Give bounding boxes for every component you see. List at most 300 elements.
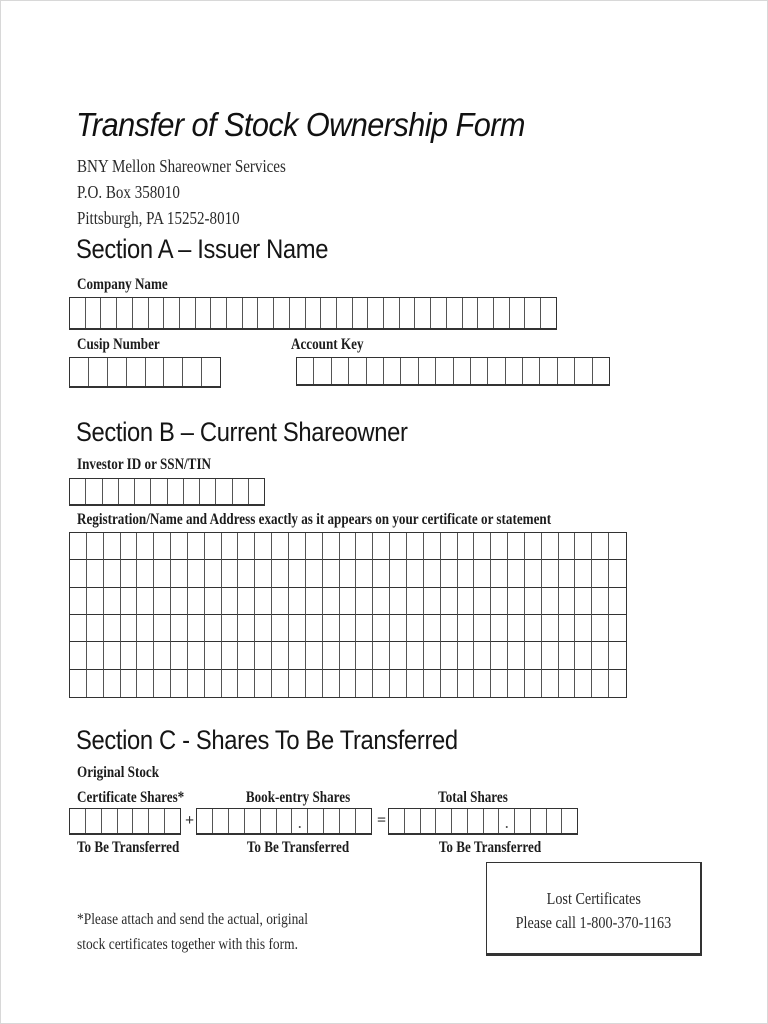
grid-char-box[interactable] [222, 588, 239, 615]
grid-char-box[interactable] [70, 642, 87, 669]
grid-char-box[interactable] [289, 615, 306, 642]
char-box[interactable] [245, 809, 261, 833]
grid-char-box[interactable] [306, 533, 323, 560]
char-box[interactable] [340, 809, 356, 833]
grid-char-box[interactable] [542, 533, 559, 560]
char-box[interactable] [118, 809, 134, 833]
char-box[interactable] [562, 809, 577, 833]
grid-char-box[interactable] [154, 642, 171, 669]
char-box[interactable] [436, 809, 452, 833]
grid-char-box[interactable] [424, 615, 441, 642]
char-box[interactable] [164, 298, 180, 328]
grid-char-box[interactable] [491, 642, 508, 669]
grid-char-box[interactable] [356, 533, 373, 560]
total-shares-field[interactable] [388, 808, 578, 835]
grid-char-box[interactable] [272, 588, 289, 615]
grid-char-box[interactable] [373, 533, 390, 560]
char-box[interactable] [164, 358, 183, 386]
char-box[interactable] [261, 809, 277, 833]
char-box[interactable] [531, 809, 547, 833]
char-box[interactable] [332, 358, 349, 384]
grid-char-box[interactable] [575, 588, 592, 615]
grid-char-box[interactable] [272, 615, 289, 642]
char-box[interactable] [431, 298, 447, 328]
grid-char-box[interactable] [188, 533, 205, 560]
grid-char-box[interactable] [474, 670, 491, 697]
char-box[interactable] [101, 298, 117, 328]
grid-char-box[interactable] [592, 560, 609, 587]
grid-char-box[interactable] [238, 670, 255, 697]
grid-char-box[interactable] [390, 642, 407, 669]
grid-char-box[interactable] [424, 588, 441, 615]
grid-char-box[interactable] [458, 642, 475, 669]
grid-char-box[interactable] [508, 615, 525, 642]
grid-char-box[interactable] [104, 615, 121, 642]
char-box[interactable] [575, 358, 592, 384]
char-box[interactable] [290, 298, 306, 328]
char-box[interactable] [419, 358, 436, 384]
char-box[interactable] [249, 479, 264, 504]
grid-char-box[interactable] [542, 560, 559, 587]
char-box[interactable] [196, 298, 212, 328]
investor-id-field[interactable] [69, 478, 265, 506]
grid-char-box[interactable] [542, 670, 559, 697]
grid-char-box[interactable] [121, 615, 138, 642]
grid-char-box[interactable] [390, 615, 407, 642]
grid-char-box[interactable] [575, 670, 592, 697]
char-box[interactable] [86, 809, 102, 833]
char-box[interactable] [349, 358, 366, 384]
grid-char-box[interactable] [458, 588, 475, 615]
grid-char-box[interactable] [188, 588, 205, 615]
grid-char-box[interactable] [559, 615, 576, 642]
char-box[interactable] [149, 298, 165, 328]
char-box[interactable] [211, 298, 227, 328]
grid-char-box[interactable] [306, 670, 323, 697]
char-box[interactable] [117, 298, 133, 328]
grid-char-box[interactable] [171, 588, 188, 615]
grid-char-box[interactable] [474, 642, 491, 669]
grid-char-box[interactable] [542, 588, 559, 615]
grid-char-box[interactable] [222, 615, 239, 642]
grid-char-box[interactable] [306, 560, 323, 587]
grid-char-box[interactable] [373, 615, 390, 642]
char-box[interactable] [200, 479, 216, 504]
grid-char-box[interactable] [154, 533, 171, 560]
grid-char-box[interactable] [205, 615, 222, 642]
char-box[interactable] [213, 809, 229, 833]
grid-char-box[interactable] [491, 560, 508, 587]
grid-char-box[interactable] [154, 615, 171, 642]
original-stock-shares-field[interactable] [69, 808, 181, 835]
grid-char-box[interactable] [525, 642, 542, 669]
grid-char-box[interactable] [542, 642, 559, 669]
char-box[interactable] [400, 298, 416, 328]
grid-char-box[interactable] [238, 588, 255, 615]
grid-char-box[interactable] [491, 670, 508, 697]
char-box[interactable] [484, 809, 500, 833]
grid-char-box[interactable] [390, 560, 407, 587]
grid-char-box[interactable] [272, 533, 289, 560]
char-box[interactable] [541, 298, 556, 328]
grid-char-box[interactable] [474, 615, 491, 642]
grid-char-box[interactable] [188, 642, 205, 669]
grid-char-box[interactable] [559, 670, 576, 697]
grid-char-box[interactable] [474, 588, 491, 615]
grid-char-box[interactable] [441, 588, 458, 615]
grid-char-box[interactable] [306, 588, 323, 615]
char-box[interactable] [151, 479, 167, 504]
char-box[interactable] [133, 809, 149, 833]
char-box[interactable] [146, 358, 165, 386]
grid-char-box[interactable] [390, 533, 407, 560]
char-box[interactable] [202, 358, 220, 386]
char-box[interactable] [421, 809, 437, 833]
grid-char-box[interactable] [137, 533, 154, 560]
grid-char-box[interactable] [70, 533, 87, 560]
cusip-number-field[interactable] [69, 357, 221, 388]
grid-char-box[interactable] [491, 615, 508, 642]
grid-char-box[interactable] [87, 642, 104, 669]
grid-char-box[interactable] [356, 670, 373, 697]
grid-char-box[interactable] [575, 642, 592, 669]
grid-char-box[interactable] [592, 615, 609, 642]
char-box[interactable] [119, 479, 135, 504]
char-box[interactable] [463, 298, 479, 328]
grid-char-box[interactable] [508, 642, 525, 669]
char-box[interactable] [102, 809, 118, 833]
char-box[interactable] [183, 358, 202, 386]
grid-char-box[interactable] [104, 670, 121, 697]
grid-char-box[interactable] [525, 560, 542, 587]
grid-char-box[interactable] [356, 615, 373, 642]
char-box[interactable] [447, 298, 463, 328]
char-box[interactable] [471, 358, 488, 384]
grid-char-box[interactable] [592, 588, 609, 615]
char-box[interactable] [70, 479, 86, 504]
char-box[interactable] [468, 809, 484, 833]
char-box[interactable] [297, 358, 314, 384]
grid-char-box[interactable] [525, 588, 542, 615]
grid-char-box[interactable] [609, 615, 626, 642]
grid-char-box[interactable] [238, 642, 255, 669]
char-box[interactable] [108, 358, 127, 386]
grid-char-box[interactable] [441, 533, 458, 560]
grid-char-box[interactable] [458, 670, 475, 697]
grid-char-box[interactable] [188, 670, 205, 697]
grid-char-box[interactable] [323, 560, 340, 587]
char-box[interactable] [415, 298, 431, 328]
grid-char-box[interactable] [491, 533, 508, 560]
grid-char-box[interactable] [407, 533, 424, 560]
grid-char-box[interactable] [407, 560, 424, 587]
grid-char-box[interactable] [575, 533, 592, 560]
char-box[interactable] [525, 298, 541, 328]
grid-char-box[interactable] [575, 615, 592, 642]
char-box[interactable] [216, 479, 232, 504]
grid-char-box[interactable] [306, 615, 323, 642]
account-key-field[interactable] [296, 357, 610, 386]
grid-char-box[interactable] [508, 670, 525, 697]
char-box[interactable] [324, 809, 340, 833]
grid-char-box[interactable] [407, 670, 424, 697]
grid-char-box[interactable] [407, 615, 424, 642]
grid-char-box[interactable] [559, 560, 576, 587]
char-box[interactable] [86, 479, 102, 504]
char-box[interactable] [197, 809, 213, 833]
char-box[interactable] [292, 809, 308, 833]
grid-char-box[interactable] [289, 642, 306, 669]
char-box[interactable] [506, 358, 523, 384]
grid-char-box[interactable] [474, 560, 491, 587]
grid-char-box[interactable] [255, 642, 272, 669]
grid-char-box[interactable] [340, 533, 357, 560]
char-box[interactable] [227, 298, 243, 328]
grid-char-box[interactable] [441, 670, 458, 697]
grid-char-box[interactable] [104, 533, 121, 560]
grid-char-box[interactable] [222, 670, 239, 697]
grid-char-box[interactable] [609, 642, 626, 669]
grid-char-box[interactable] [373, 670, 390, 697]
grid-char-box[interactable] [205, 670, 222, 697]
char-box[interactable] [452, 809, 468, 833]
char-box[interactable] [540, 358, 557, 384]
grid-char-box[interactable] [171, 533, 188, 560]
grid-char-box[interactable] [222, 560, 239, 587]
grid-char-box[interactable] [441, 615, 458, 642]
char-box[interactable] [510, 298, 526, 328]
grid-char-box[interactable] [70, 670, 87, 697]
char-box[interactable] [314, 358, 331, 384]
grid-char-box[interactable] [424, 533, 441, 560]
grid-char-box[interactable] [609, 560, 626, 587]
char-box[interactable] [478, 298, 494, 328]
char-box[interactable] [523, 358, 540, 384]
grid-char-box[interactable] [323, 588, 340, 615]
grid-char-box[interactable] [340, 588, 357, 615]
grid-char-box[interactable] [592, 670, 609, 697]
char-box[interactable] [180, 298, 196, 328]
grid-char-box[interactable] [272, 642, 289, 669]
grid-char-box[interactable] [87, 588, 104, 615]
grid-char-box[interactable] [137, 560, 154, 587]
grid-char-box[interactable] [458, 560, 475, 587]
grid-char-box[interactable] [121, 588, 138, 615]
grid-char-box[interactable] [255, 670, 272, 697]
grid-char-box[interactable] [272, 670, 289, 697]
char-box[interactable] [70, 809, 86, 833]
grid-char-box[interactable] [559, 588, 576, 615]
grid-char-box[interactable] [559, 533, 576, 560]
char-box[interactable] [127, 358, 146, 386]
grid-char-box[interactable] [356, 560, 373, 587]
char-box[interactable] [558, 358, 575, 384]
char-box[interactable] [274, 298, 290, 328]
grid-char-box[interactable] [323, 533, 340, 560]
grid-char-box[interactable] [575, 560, 592, 587]
grid-char-box[interactable] [188, 560, 205, 587]
grid-char-box[interactable] [70, 560, 87, 587]
grid-char-box[interactable] [525, 615, 542, 642]
char-box[interactable] [353, 298, 369, 328]
char-box[interactable] [149, 809, 165, 833]
grid-char-box[interactable] [609, 533, 626, 560]
char-box[interactable] [308, 809, 324, 833]
grid-char-box[interactable] [592, 642, 609, 669]
grid-char-box[interactable] [87, 615, 104, 642]
grid-char-box[interactable] [323, 615, 340, 642]
char-box[interactable] [494, 298, 510, 328]
grid-char-box[interactable] [205, 642, 222, 669]
char-box[interactable] [135, 479, 151, 504]
grid-char-box[interactable] [340, 560, 357, 587]
grid-char-box[interactable] [609, 588, 626, 615]
grid-char-box[interactable] [70, 615, 87, 642]
grid-char-box[interactable] [474, 533, 491, 560]
grid-char-box[interactable] [171, 670, 188, 697]
grid-char-box[interactable] [542, 615, 559, 642]
char-box[interactable] [337, 298, 353, 328]
char-box[interactable] [168, 479, 184, 504]
grid-char-box[interactable] [255, 588, 272, 615]
grid-char-box[interactable] [87, 560, 104, 587]
grid-char-box[interactable] [137, 642, 154, 669]
grid-char-box[interactable] [137, 615, 154, 642]
grid-char-box[interactable] [390, 588, 407, 615]
grid-char-box[interactable] [205, 588, 222, 615]
grid-char-box[interactable] [525, 670, 542, 697]
grid-char-box[interactable] [289, 560, 306, 587]
grid-char-box[interactable] [104, 588, 121, 615]
grid-char-box[interactable] [340, 670, 357, 697]
grid-char-box[interactable] [154, 588, 171, 615]
grid-char-box[interactable] [255, 533, 272, 560]
grid-char-box[interactable] [121, 533, 138, 560]
char-box[interactable] [515, 809, 531, 833]
char-box[interactable] [258, 298, 274, 328]
char-box[interactable] [593, 358, 609, 384]
char-box[interactable] [389, 809, 405, 833]
grid-char-box[interactable] [424, 560, 441, 587]
char-box[interactable] [368, 298, 384, 328]
char-box[interactable] [277, 809, 293, 833]
grid-char-box[interactable] [289, 670, 306, 697]
grid-char-box[interactable] [238, 560, 255, 587]
grid-char-box[interactable] [205, 560, 222, 587]
grid-char-box[interactable] [508, 560, 525, 587]
grid-char-box[interactable] [340, 615, 357, 642]
grid-char-box[interactable] [87, 670, 104, 697]
grid-char-box[interactable] [137, 588, 154, 615]
grid-char-box[interactable] [373, 560, 390, 587]
grid-char-box[interactable] [137, 670, 154, 697]
char-box[interactable] [401, 358, 418, 384]
grid-char-box[interactable] [356, 588, 373, 615]
company-name-field[interactable] [69, 297, 557, 330]
char-box[interactable] [454, 358, 471, 384]
grid-char-box[interactable] [525, 533, 542, 560]
grid-char-box[interactable] [323, 642, 340, 669]
grid-char-box[interactable] [121, 560, 138, 587]
char-box[interactable] [356, 809, 371, 833]
grid-char-box[interactable] [289, 533, 306, 560]
char-box[interactable] [405, 809, 421, 833]
grid-char-box[interactable] [222, 642, 239, 669]
grid-char-box[interactable] [373, 588, 390, 615]
char-box[interactable] [184, 479, 200, 504]
grid-char-box[interactable] [407, 588, 424, 615]
grid-char-box[interactable] [441, 642, 458, 669]
char-box[interactable] [436, 358, 453, 384]
grid-char-box[interactable] [255, 560, 272, 587]
grid-char-box[interactable] [306, 642, 323, 669]
grid-char-box[interactable] [171, 560, 188, 587]
char-box[interactable] [321, 298, 337, 328]
char-box[interactable] [103, 479, 119, 504]
char-box[interactable] [547, 809, 563, 833]
grid-char-box[interactable] [205, 533, 222, 560]
char-box[interactable] [367, 358, 384, 384]
char-box[interactable] [86, 298, 102, 328]
grid-char-box[interactable] [508, 588, 525, 615]
grid-char-box[interactable] [171, 615, 188, 642]
char-box[interactable] [89, 358, 108, 386]
grid-char-box[interactable] [356, 642, 373, 669]
grid-char-box[interactable] [104, 642, 121, 669]
grid-char-box[interactable] [390, 670, 407, 697]
char-box[interactable] [499, 809, 515, 833]
grid-char-box[interactable] [340, 642, 357, 669]
char-box[interactable] [384, 358, 401, 384]
book-entry-shares-field[interactable] [196, 808, 372, 835]
grid-char-box[interactable] [188, 615, 205, 642]
char-box[interactable] [384, 298, 400, 328]
char-box[interactable] [306, 298, 322, 328]
grid-char-box[interactable] [87, 533, 104, 560]
char-box[interactable] [70, 358, 89, 386]
registration-grid-field[interactable] [69, 532, 627, 698]
grid-char-box[interactable] [424, 642, 441, 669]
grid-char-box[interactable] [255, 615, 272, 642]
grid-char-box[interactable] [559, 642, 576, 669]
grid-char-box[interactable] [121, 642, 138, 669]
grid-char-box[interactable] [154, 670, 171, 697]
grid-char-box[interactable] [154, 560, 171, 587]
grid-char-box[interactable] [104, 560, 121, 587]
grid-char-box[interactable] [272, 560, 289, 587]
grid-char-box[interactable] [508, 533, 525, 560]
grid-char-box[interactable] [238, 615, 255, 642]
char-box[interactable] [233, 479, 249, 504]
grid-char-box[interactable] [458, 615, 475, 642]
grid-char-box[interactable] [222, 533, 239, 560]
grid-char-box[interactable] [441, 560, 458, 587]
grid-char-box[interactable] [289, 588, 306, 615]
grid-char-box[interactable] [171, 642, 188, 669]
grid-char-box[interactable] [458, 533, 475, 560]
grid-char-box[interactable] [238, 533, 255, 560]
char-box[interactable] [70, 298, 86, 328]
grid-char-box[interactable] [592, 533, 609, 560]
char-box[interactable] [133, 298, 149, 328]
char-box[interactable] [243, 298, 259, 328]
grid-char-box[interactable] [491, 588, 508, 615]
char-box[interactable] [488, 358, 505, 384]
grid-char-box[interactable] [323, 670, 340, 697]
grid-char-box[interactable] [70, 588, 87, 615]
grid-char-box[interactable] [407, 642, 424, 669]
grid-char-box[interactable] [373, 642, 390, 669]
